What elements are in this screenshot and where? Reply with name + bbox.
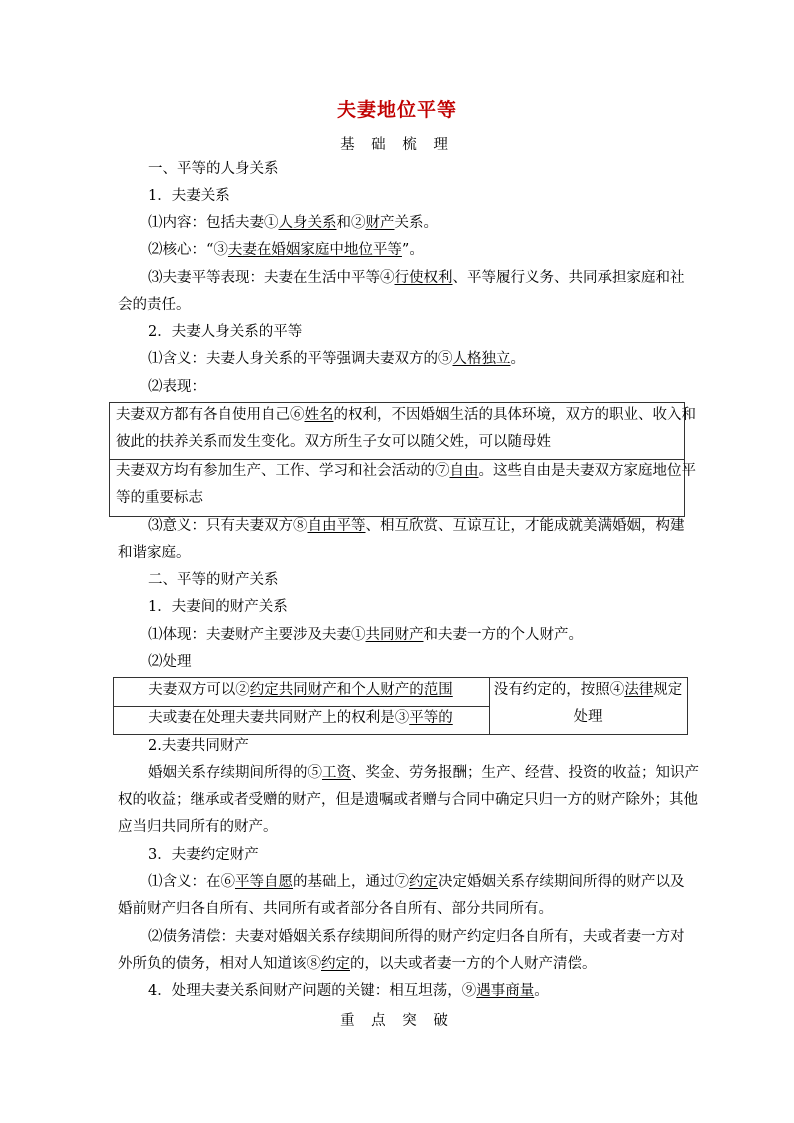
answer-3: 夫妻在婚姻家庭中地位平等 xyxy=(227,242,402,258)
answer-8: 自由平等 xyxy=(307,518,366,534)
paragraph-handling-label: ⑵处理 xyxy=(148,654,192,670)
answer-2: 财产 xyxy=(365,215,395,231)
answer-8b: 约定 xyxy=(321,956,350,972)
answer-7b: 约定 xyxy=(409,874,438,890)
answer-4b: 法律 xyxy=(624,682,654,698)
table-row-1-line-2: 彼此的扶养关系而发生变化。双方所生子女可以随父姓，可以随母姓 xyxy=(116,434,551,450)
paragraph-agreed-meaning-cont: 婚前财产归各自所有、共同所有或者部分各自所有、部分共同所有。 xyxy=(118,901,553,917)
paragraph-core: ⑵核心：“③夫妻在婚姻家庭中地位平等”。 xyxy=(148,242,424,258)
answer-1b: 共同财产 xyxy=(365,627,424,643)
answer-5: 人格独立 xyxy=(452,351,511,367)
answer-9: 遇事商量 xyxy=(476,983,535,999)
table-row-2-line-1: 夫妻双方均有参加生产、工作、学习和社会活动的⑦自由。这些自由是夫妻双方家庭地位平 xyxy=(116,463,696,479)
section-heading-basics: 基 础 梳 理 xyxy=(340,137,454,153)
answer-6b: 平等自愿 xyxy=(235,874,293,890)
subheading-personal-equality: 2．夫妻人身关系的平等 xyxy=(148,324,303,340)
answer-4: 行使权利 xyxy=(394,270,453,286)
answer-2b: 约定共同财产和个人财产的范围 xyxy=(249,682,453,698)
answer-3b: 平等的 xyxy=(409,710,453,726)
paragraph-common-property-line-3: 应当归共同所有的财产。 xyxy=(118,819,278,835)
paragraph-agreed-meaning: ⑴含义：在⑥平等自愿的基础上，通过⑦约定决定婚姻关系存续期间所得的财产以及 xyxy=(148,874,685,890)
heading-equal-personal-relations: 一、平等的人身关系 xyxy=(148,161,279,177)
answer-6: 姓名 xyxy=(304,407,334,423)
paragraph-content: ⑴内容：包括夫妻①人身关系和②财产关系。 xyxy=(148,215,438,231)
handling-right-line-2: 处理 xyxy=(573,709,603,725)
paragraph-equality-expression-cont: 会的责任。 xyxy=(118,297,191,313)
paragraph-significance-cont: 和谐家庭。 xyxy=(118,545,191,561)
paragraph-meaning: ⑴含义：夫妻人身关系的平等强调夫妻双方的⑤人格独立。 xyxy=(148,351,525,367)
handling-left-row-2: 夫或妻在处理夫妻共同财产上的权利是③平等的 xyxy=(148,710,453,726)
paragraph-debt-settlement: ⑵债务清偿：夫妻对婚姻关系存续期间所得的财产约定归各自所有，夫或者妻一方对 xyxy=(148,929,685,945)
table-row-2-line-2: 等的重要标志 xyxy=(116,490,203,506)
answer-5b: 工资 xyxy=(322,765,351,781)
paragraph-debt-settlement-cont: 外所负的债务，相对人知道该⑧约定的，以夫或者妻一方的个人财产清偿。 xyxy=(118,956,597,972)
paragraph-common-property-line-2: 权的收益；继承或者受赠的财产，但是遗嘱或者赠与合同中确定只归一方的财产除外；其他 xyxy=(118,792,698,808)
answer-1: 人身关系 xyxy=(278,215,337,231)
handling-left-row-1: 夫妻双方可以②约定共同财产和个人财产的范围 xyxy=(148,682,453,698)
paragraph-equality-expression: ⑶夫妻平等表现：夫妻在生活中平等④行使权利、平等履行义务、共同承担家庭和社 xyxy=(148,270,685,286)
paragraph-key: 4．处理夫妻关系间财产问题的关键：相互坦荡，⑨遇事商量。 xyxy=(148,983,549,999)
table-row-1-line-1: 夫妻双方都有各自使用自己⑥姓名的权利，不因婚姻生活的具体环境，双方的职业、收入和 xyxy=(116,407,696,423)
subheading-common-property: 2.夫妻共同财产 xyxy=(148,738,249,754)
subheading-spouse-relations: 1．夫妻关系 xyxy=(148,188,230,204)
document-title: 夫妻地位平等 xyxy=(336,99,457,121)
answer-7: 自由 xyxy=(449,463,479,479)
subheading-agreed-property: 3．夫妻约定财产 xyxy=(148,847,259,863)
handling-right-line-1: 没有约定的，按照④法律规定 xyxy=(493,682,683,698)
paragraph-expression-label: ⑵表现： xyxy=(148,379,206,395)
paragraph-significance: ⑶意义：只有夫妻双方⑧自由平等、相互欣赏、互谅互让，才能成就美满婚姻，构建 xyxy=(148,518,685,534)
subheading-property-relations: 1．夫妻间的财产关系 xyxy=(148,599,288,615)
paragraph-embodiment: ⑴体现：夫妻财产主要涉及夫妻①共同财产和夫妻一方的个人财产。 xyxy=(148,627,583,643)
section-heading-key-points: 重 点 突 破 xyxy=(340,1013,454,1029)
paragraph-common-property: 婚姻关系存续期间所得的⑤工资、奖金、劳务报酬；生产、经营、投资的收益；知识产 xyxy=(148,765,699,781)
heading-equal-property-relations: 二、平等的财产关系 xyxy=(148,572,279,588)
